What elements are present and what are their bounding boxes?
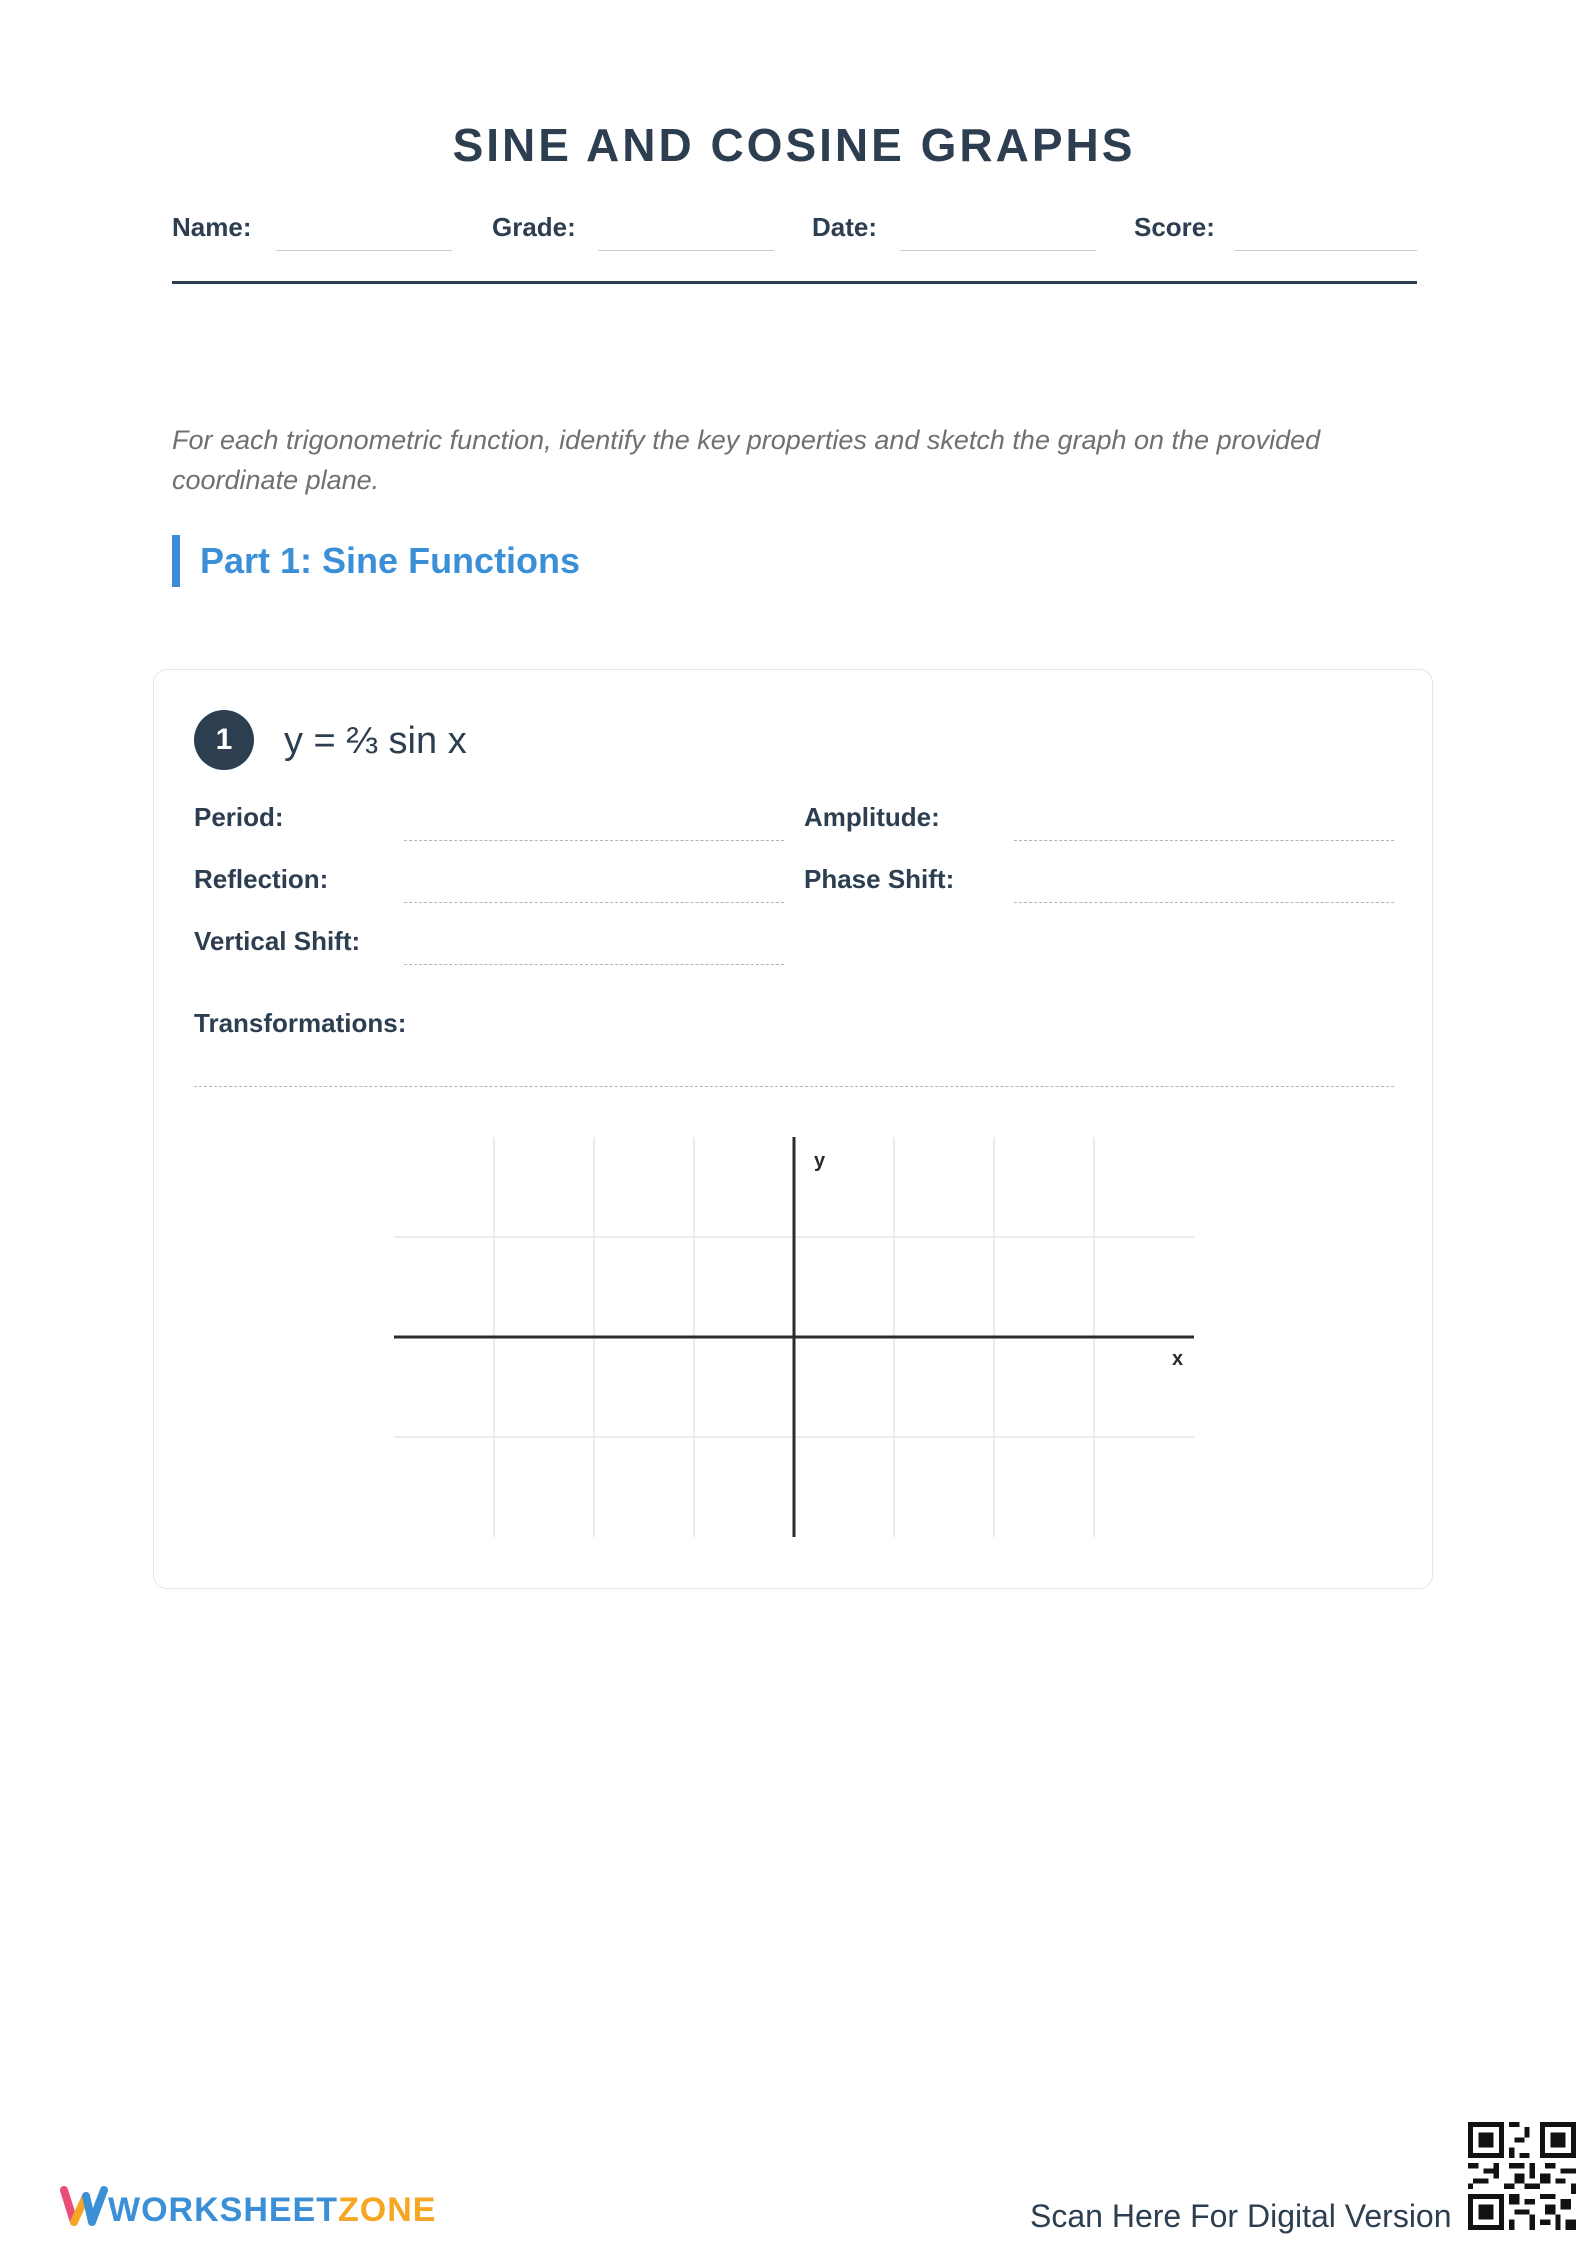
vertical-shift-field[interactable]: [404, 964, 784, 965]
grade-field[interactable]: [598, 250, 774, 251]
amplitude-field[interactable]: [1014, 840, 1394, 841]
brand-name: [108, 2190, 436, 2230]
question-equation: y = ⅔ sin x: [284, 720, 467, 762]
period-label: Period:: [194, 802, 284, 832]
scan-instruction: Scan Here For Digital Version: [1030, 2198, 1452, 2234]
transformations-label: Transformations:: [194, 1008, 407, 1038]
brand-name-part1: WORKSHEET: [108, 2191, 338, 2229]
phase-shift-label: Phase Shift:: [804, 864, 955, 894]
brand-name-part2: ZONE: [338, 2191, 437, 2229]
date-field[interactable]: [900, 250, 1096, 251]
reflection-label: Reflection:: [194, 864, 329, 894]
phase-shift-field[interactable]: [1014, 902, 1394, 903]
score-field[interactable]: [1235, 250, 1417, 251]
date-label: Date:: [812, 212, 878, 242]
transformations-field[interactable]: [194, 1086, 1394, 1087]
student-info-row: [172, 212, 1417, 252]
qr-code-icon[interactable]: [1468, 2122, 1576, 2230]
worksheetzone-logo-icon: [60, 2184, 108, 2228]
page-title: SINE AND COSINE GRAPHS: [452, 119, 1136, 171]
period-field[interactable]: [404, 840, 784, 841]
question-number-badge: 1: [194, 710, 254, 770]
vertical-shift-label: Vertical Shift:: [194, 926, 361, 956]
instructions-text: For each trigonometric function, identify the key properties and sketch the graph on the provided coordinate plane.: [172, 425, 1321, 495]
part1-heading: Part 1: Sine Functions: [172, 535, 580, 587]
name-field[interactable]: [276, 250, 452, 251]
coordinate-plane[interactable]: [392, 1135, 1196, 1539]
header-divider: [172, 281, 1417, 284]
reflection-field[interactable]: [404, 902, 784, 903]
score-label: Score:: [1134, 212, 1215, 242]
grade-label: Grade:: [492, 212, 576, 242]
y-axis-label: y: [814, 1150, 826, 1172]
x-axis-label: x: [1172, 1348, 1184, 1370]
amplitude-label: Amplitude:: [804, 802, 940, 832]
name-label: Name:: [172, 212, 252, 242]
